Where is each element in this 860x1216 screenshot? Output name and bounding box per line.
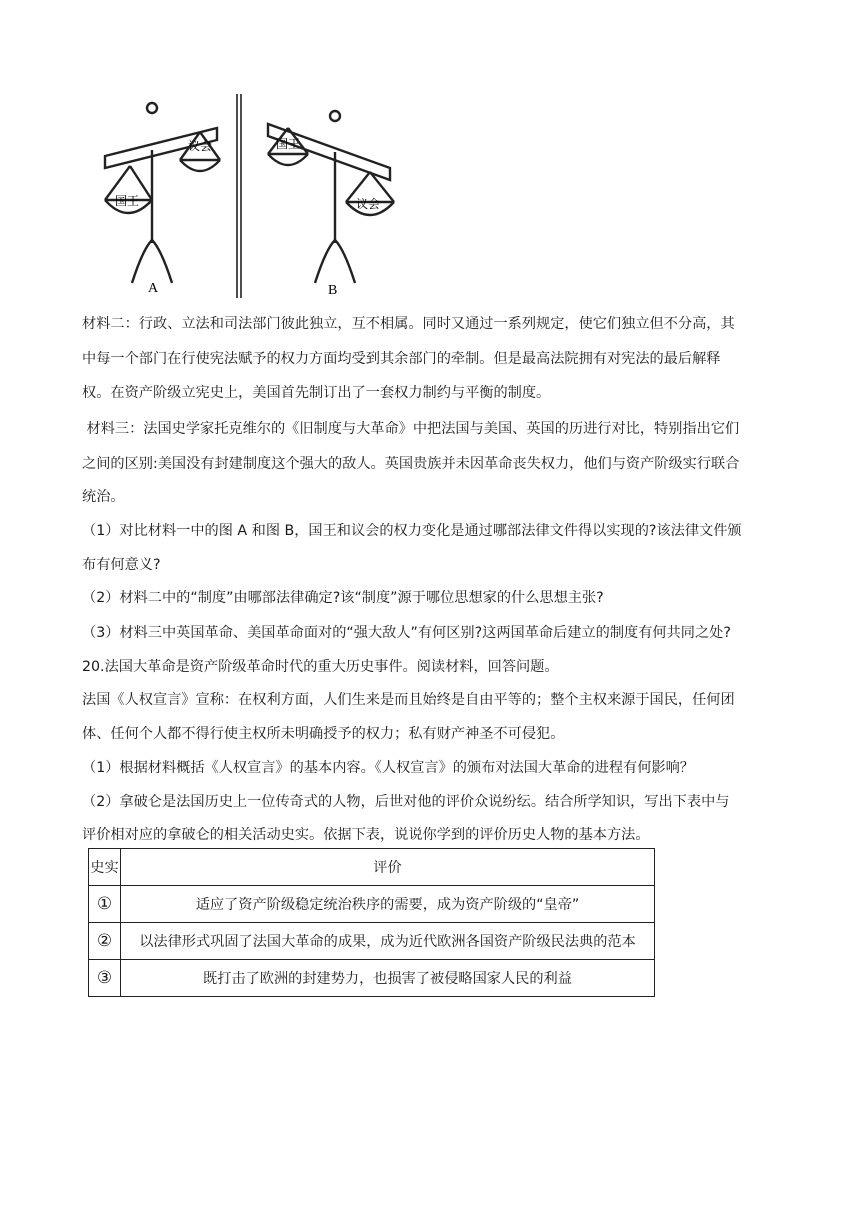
material-three-line-2: 之间的区别:美国没有封建制度这个强大的敌人。英国贵族并未因革命丧失权力，他们与资产阶级实行联合 [82,456,740,472]
scale-b-right-label: 议会 [356,197,381,211]
scale-a-left-label: 国王 [115,194,140,208]
material-two-line-3: 权。在资产阶级立宪史上，美国首先制订出了一套权力制约与平衡的制度。 [82,385,551,401]
material-two-line-1: 材料二：行政、立法和司法部门彼此独立，互不相属。同时又通过一系列规定，使它们独立但不分高，其 [82,316,735,332]
header-evaluation: 评价 [121,849,655,886]
q20-sub-2-line-2: 评价相对应的拿破仑的相关活动史实。依据下表，说说你学到的评价历史人物的基本方法。 [82,827,650,843]
material-three-line-3: 统治。 [82,489,125,505]
material-three-line-1: 材料三：法国史学家托克维尔的《旧制度与大革命》中把法国与美国、英国的历进行对比，特别指出它们 [82,421,740,437]
table-row [89,960,655,997]
label-a: A [148,281,159,296]
balance-scales-figure [100,88,420,300]
q20-sub-2-line-1: （2）拿破仑是法国历史上一位传奇式的人物，后世对他的评价众说纷纭。结合所学知识，写出下表中与 [82,794,730,810]
row-evaluation: 以法律形式巩固了法国大革命的成果，成为近代欧洲各国资产阶级民法典的范本 [121,923,655,960]
row-number: ③ [89,960,121,997]
label-b: B [328,283,338,298]
q20-sub-1: （1）根据材料概括《人权宣言》的基本内容。《人权宣言》的颁布对法国大革命的进程有何影响？ [82,760,694,776]
material-two-line-2: 中每一个部门在行使宪法赋予的权力方面均受到其余部门的牵制。但是最高法院拥有对宪法的最后解释 [82,351,721,367]
table-row [89,923,655,960]
declaration-line-2: 体、任何个人都不得行使主权所未明确授予的权力；私有财产神圣不可侵犯。 [82,726,565,742]
header-fact: 史实 [89,849,121,886]
question-20-title: 20.法国大革命是资产阶级革命时代的重大历史事件。阅读材料，回答问题。 [82,659,559,675]
napoleon-evaluation-table [88,848,655,997]
row-evaluation: 适应了资产阶级稳定统治秩序的需要，成为资产阶级的“皇帝” [121,886,655,923]
question-1-line-2: 布有何意义? [82,557,161,573]
question-3: （3）材料三中英国革命、美国革命面对的“强大敌人”有何区别?这两国革命后建立的制度有何共同之处? [82,625,731,641]
scale-b-left-label: 国王 [276,137,301,151]
question-1-line-1: （1）对比材料一中的图 A 和图 B，国王和议会的权力变化是通过哪部法律文件得以实现的?该法律文件颁 [82,523,742,539]
scale-a-right-label: 议会 [188,139,213,153]
question-2: （2）材料二中的“制度”由哪部法律确定?该“制度”源于哪位思想家的什么思想主张? [82,590,604,606]
row-evaluation: 既打击了欧洲的封建势力，也损害了被侵略国家人民的利益 [121,960,655,997]
declaration-line-1: 法国《人权宣言》宣称：在权利方面，人们生来是而且始终是自由平等的；整个主权来源于国民，任何团 [82,692,735,708]
row-number: ① [89,886,121,923]
table-header-row [89,849,655,886]
table-row [89,886,655,923]
scale-a [105,103,220,283]
row-number: ② [89,923,121,960]
